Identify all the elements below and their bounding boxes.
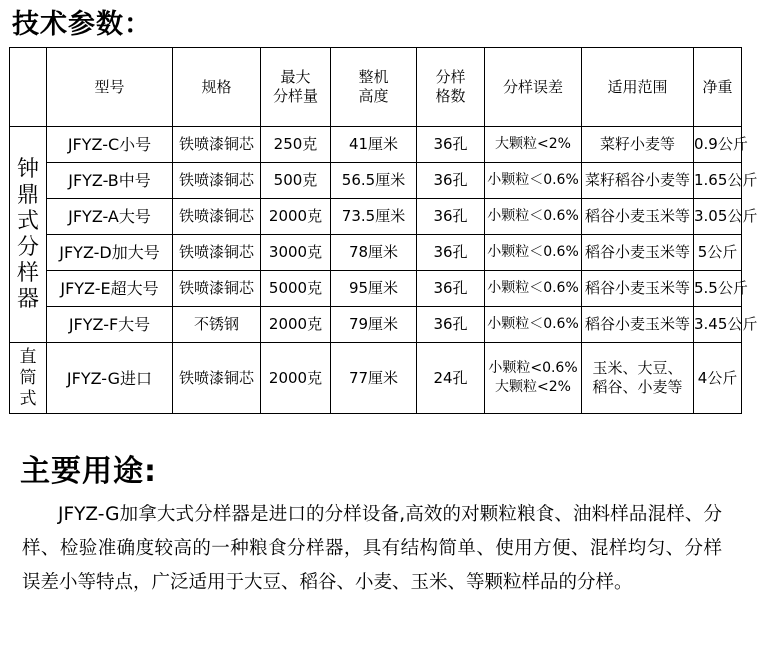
cell-scope: 稻谷小麦玉米等 xyxy=(582,271,694,307)
cell-error: 小颗粒＜0.6% xyxy=(485,235,582,271)
header-corner xyxy=(10,48,47,127)
cell-capacity: 250克 xyxy=(261,127,331,163)
cell-spec: 铁喷漆铜芯 xyxy=(173,163,261,199)
cell-capacity: 5000克 xyxy=(261,271,331,307)
header-capacity: 最大 分样量 xyxy=(261,48,331,127)
category-straight-type: 直 筒 式 xyxy=(10,343,47,414)
cell-height: 95厘米 xyxy=(331,271,417,307)
section-title-usage: 主要用途: xyxy=(20,454,157,489)
cell-weight: 4公斤 xyxy=(694,343,742,414)
cell-model: JFYZ-E超大号 xyxy=(47,271,173,307)
cell-weight: 5公斤 xyxy=(694,235,742,271)
cell-spec: 铁喷漆铜芯 xyxy=(173,271,261,307)
cell-grids: 36孔 xyxy=(417,271,485,307)
table-row xyxy=(10,163,742,199)
cell-error: 小颗粒＜0.6% xyxy=(485,199,582,235)
header-height: 整机 高度 xyxy=(331,48,417,127)
cell-capacity: 2000克 xyxy=(261,199,331,235)
table-row xyxy=(10,199,742,235)
section-title-specs: 技术参数： xyxy=(12,9,152,40)
cell-height: 79厘米 xyxy=(331,307,417,343)
cell-weight: 5.5公斤 xyxy=(694,271,742,307)
cell-scope: 菜籽稻谷小麦等 xyxy=(582,163,694,199)
spec-table xyxy=(9,47,757,414)
header-weight: 净重 xyxy=(694,48,742,127)
cell-capacity: 500克 xyxy=(261,163,331,199)
cell-spec: 铁喷漆铜芯 xyxy=(173,127,261,163)
cell-error: 小颗粒＜0.6% xyxy=(485,163,582,199)
table-row xyxy=(10,307,742,343)
cell-model: JFYZ-C小号 xyxy=(47,127,173,163)
cell-model: JFYZ-D加大号 xyxy=(47,235,173,271)
header-scope: 适用范围 xyxy=(582,48,694,127)
cell-capacity: 2000克 xyxy=(261,343,331,414)
category-bell-type: 钟 鼎 式 分 样 器 xyxy=(10,127,47,343)
cell-capacity: 2000克 xyxy=(261,307,331,343)
cell-spec: 铁喷漆铜芯 xyxy=(173,199,261,235)
cell-model: JFYZ-A大号 xyxy=(47,199,173,235)
cell-grids: 36孔 xyxy=(417,163,485,199)
header-spec: 规格 xyxy=(173,48,261,127)
cell-error: 小颗粒＜0.6% xyxy=(485,271,582,307)
cell-height: 77厘米 xyxy=(331,343,417,414)
cell-weight: 1.65公斤 xyxy=(694,163,742,199)
cell-weight: 3.45公斤 xyxy=(694,307,742,343)
cell-height: 41厘米 xyxy=(331,127,417,163)
cell-grids: 36孔 xyxy=(417,199,485,235)
cell-capacity: 3000克 xyxy=(261,235,331,271)
cell-error: 小颗粒＜0.6% xyxy=(485,307,582,343)
cell-error: 大颗粒<2% xyxy=(485,127,582,163)
cell-spec: 不锈钢 xyxy=(173,307,261,343)
cell-height: 73.5厘米 xyxy=(331,199,417,235)
cell-spec: 铁喷漆铜芯 xyxy=(173,235,261,271)
cell-scope: 稻谷小麦玉米等 xyxy=(582,199,694,235)
cell-scope: 菜籽小麦等 xyxy=(582,127,694,163)
cell-weight: 0.9公斤 xyxy=(694,127,742,163)
usage-paragraph: JFYZ-G加拿大式分样器是进口的分样设备,高效的对颗粒粮食、油料样品混样、分样、检验准确度较高的一种粮食分样器，具有结构简单、使用方便、混样均匀、分样误差小等特点，广泛适用于大豆、稻谷、小麦、玉米、等颗粒样品的分样。 xyxy=(22,504,722,593)
cell-model: JFYZ-F大号 xyxy=(47,307,173,343)
cell-spec: 铁喷漆铜芯 xyxy=(173,343,261,414)
header-error: 分样误差 xyxy=(485,48,582,127)
cell-scope: 稻谷小麦玉米等 xyxy=(582,235,694,271)
cell-grids: 24孔 xyxy=(417,343,485,414)
table-row xyxy=(10,343,742,414)
cell-height: 56.5厘米 xyxy=(331,163,417,199)
cell-height: 78厘米 xyxy=(331,235,417,271)
header-grids: 分样 格数 xyxy=(417,48,485,127)
cell-error: 小颗粒<0.6% 大颗粒<2% xyxy=(485,343,582,414)
table-header-row xyxy=(10,48,742,127)
cell-weight: 3.05公斤 xyxy=(694,199,742,235)
cell-grids: 36孔 xyxy=(417,127,485,163)
cell-scope: 玉米、大豆、 稻谷、小麦等 xyxy=(582,343,694,414)
cell-grids: 36孔 xyxy=(417,307,485,343)
table-row xyxy=(10,271,742,307)
header-model: 型号 xyxy=(47,48,173,127)
cell-scope: 稻谷小麦玉米等 xyxy=(582,307,694,343)
cell-model: JFYZ-G进口 xyxy=(47,343,173,414)
table-row xyxy=(10,127,742,163)
table-row xyxy=(10,235,742,271)
cell-model: JFYZ-B中号 xyxy=(47,163,173,199)
cell-grids: 36孔 xyxy=(417,235,485,271)
